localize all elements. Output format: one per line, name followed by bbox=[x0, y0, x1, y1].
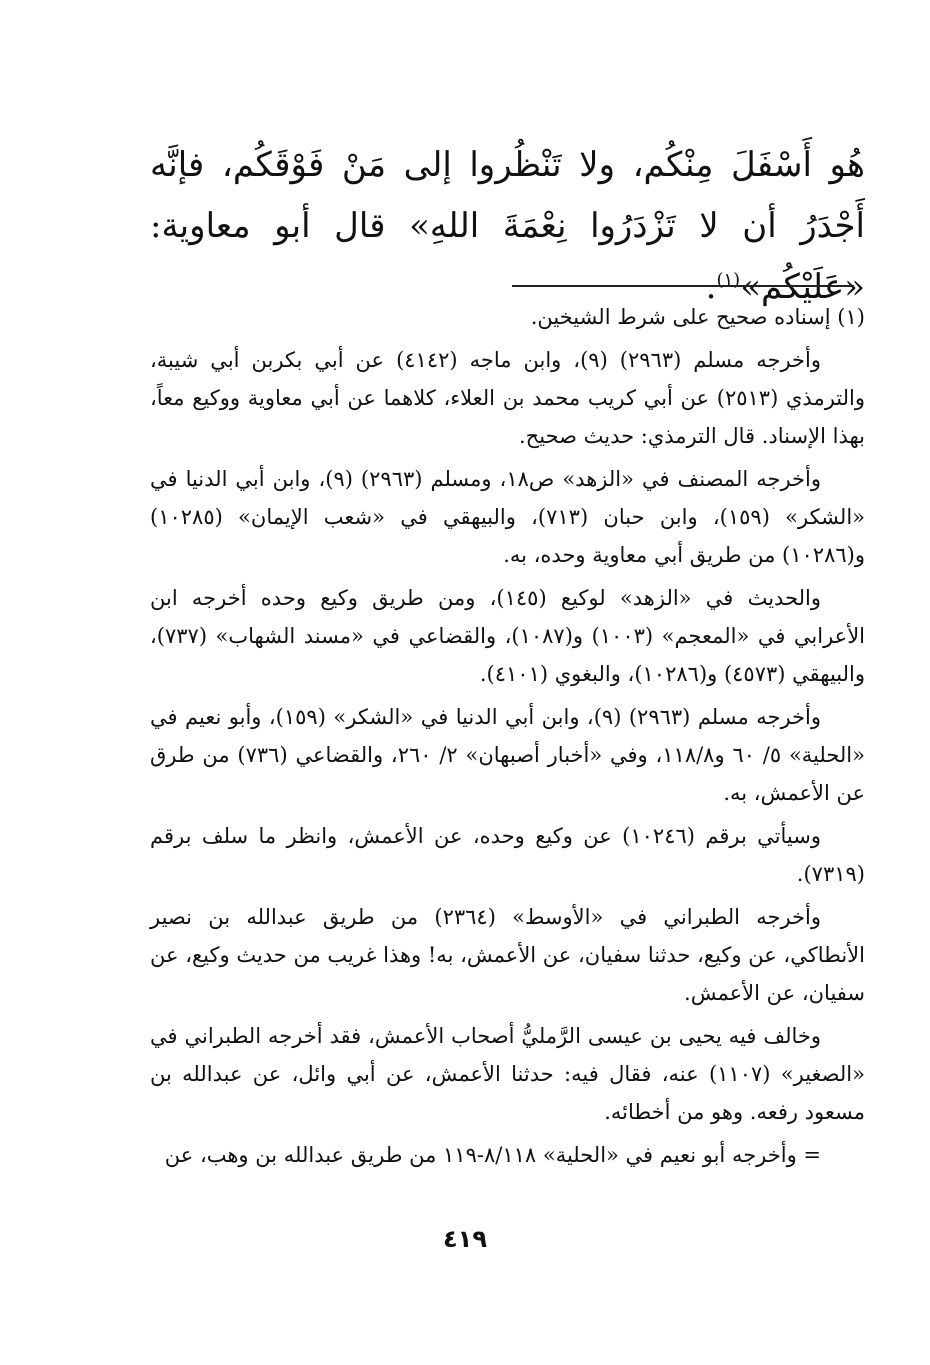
footnotes bbox=[150, 298, 865, 1179]
footnote-divider bbox=[512, 285, 854, 287]
main-end-mark: . bbox=[705, 267, 717, 307]
footnote-paragraph: وسيأتي برقم (١٠٢٤٦) عن وكيع وحده، عن الأعمش، وانظر ما سلف برقم (٧٣١٩). bbox=[150, 824, 865, 886]
footnote-paragraph: وأخرجه مسلم (٢٩٦٣) (٩)، وابن ماجه (٤١٤٢) عن أبي بكربن أبي شيبة، والترمذي (٢٥١٣) عن أبي كريب محمد بن العلاء، كلاهما عن أبي معاوية ووكيع معاً، بهذا الإسناد. قال الترمذي: حديث صحيح. bbox=[150, 348, 865, 448]
footnote-paragraph: وأخرجه المصنف في «الزهد» ص١٨، ومسلم (٢٩٦٣) (٩)، وابن أبي الدنيا في «الشكر» (١٥٩)، وابن حبان (٧١٣)، والبيهقي في «شعب الإيمان» (١٠٢٨٥) و(١٠٢٨٦) من طريق أبي معاوية وحده، به. bbox=[150, 467, 866, 567]
footnote-ref-marker: (١) bbox=[716, 269, 741, 291]
footnote-paragraph: وأخرجه مسلم (٢٩٦٣) (٩)، وابن أبي الدنيا في «الشكر» (١٥٩)، وأبو نعيم في «الحلية» ٥/ ٦٠ و١١٨/٨، وفي «أخبار أصبهان» ٢/ ٢٦٠، والقضاعي (٧٣٦) من طرق عن الأعمش، به. bbox=[150, 705, 865, 805]
page-number: ٤١٩ bbox=[443, 1225, 487, 1253]
footnote-paragraph: وخالف فيه يحيى بن عيسى الرَّمليُّ أصحاب الأعمش، فقد أخرجه الطبراني في «الصغير» (١١٠٧) عنه، فقال فيه: حدثنا الأعمش، عن أبي وائل، عن عبدالله بن مسعود رفعه. وهو من أخطائه. bbox=[150, 1024, 865, 1124]
main-text bbox=[150, 135, 865, 318]
footnote-paragraph: = وأخرجه أبو نعيم في «الحلية» ٨/١١٨-١١٩ من طريق عبدالله بن وهب، عن bbox=[164, 1143, 821, 1167]
main-paragraph bbox=[150, 135, 865, 318]
main-body-text: هُو أَسْفَلَ مِنْكُم، ولا تَنْظُروا إلى مَنْ فَوْقَكُم، فإنَّه أَجْدَرُ أن لا تَزْدَرُوا نِعْمَةَ اللهِ» قال أبو معاوية: «عَلَيْكُم» bbox=[150, 145, 865, 307]
footnote-paragraph: وأخرجه الطبراني في «الأوسط» (٢٣٦٤) من طريق عبدالله بن نصير الأنطاكي، عن وكيع، حدثنا سفيان، عن الأعمش، به! وهذا غريب من حديث وكيع، عن سفيان، عن الأعمش. bbox=[150, 905, 865, 1005]
footnote-paragraph: والحديث في «الزهد» لوكيع (١٤٥)، ومن طريق وكيع وحده أخرجه ابن الأعرابي في «المعجم» (١٠٠٣) و(١٠٨٧)، والقضاعي في «مسند الشهاب» (٧٣٧)، والبيهقي (٤٥٧٣) و(١٠٢٨٦)، والبغوي (٤١٠١). bbox=[150, 586, 866, 686]
footnote-paragraph: (١) إسناده صحيح على شرط الشيخين. bbox=[530, 305, 865, 329]
